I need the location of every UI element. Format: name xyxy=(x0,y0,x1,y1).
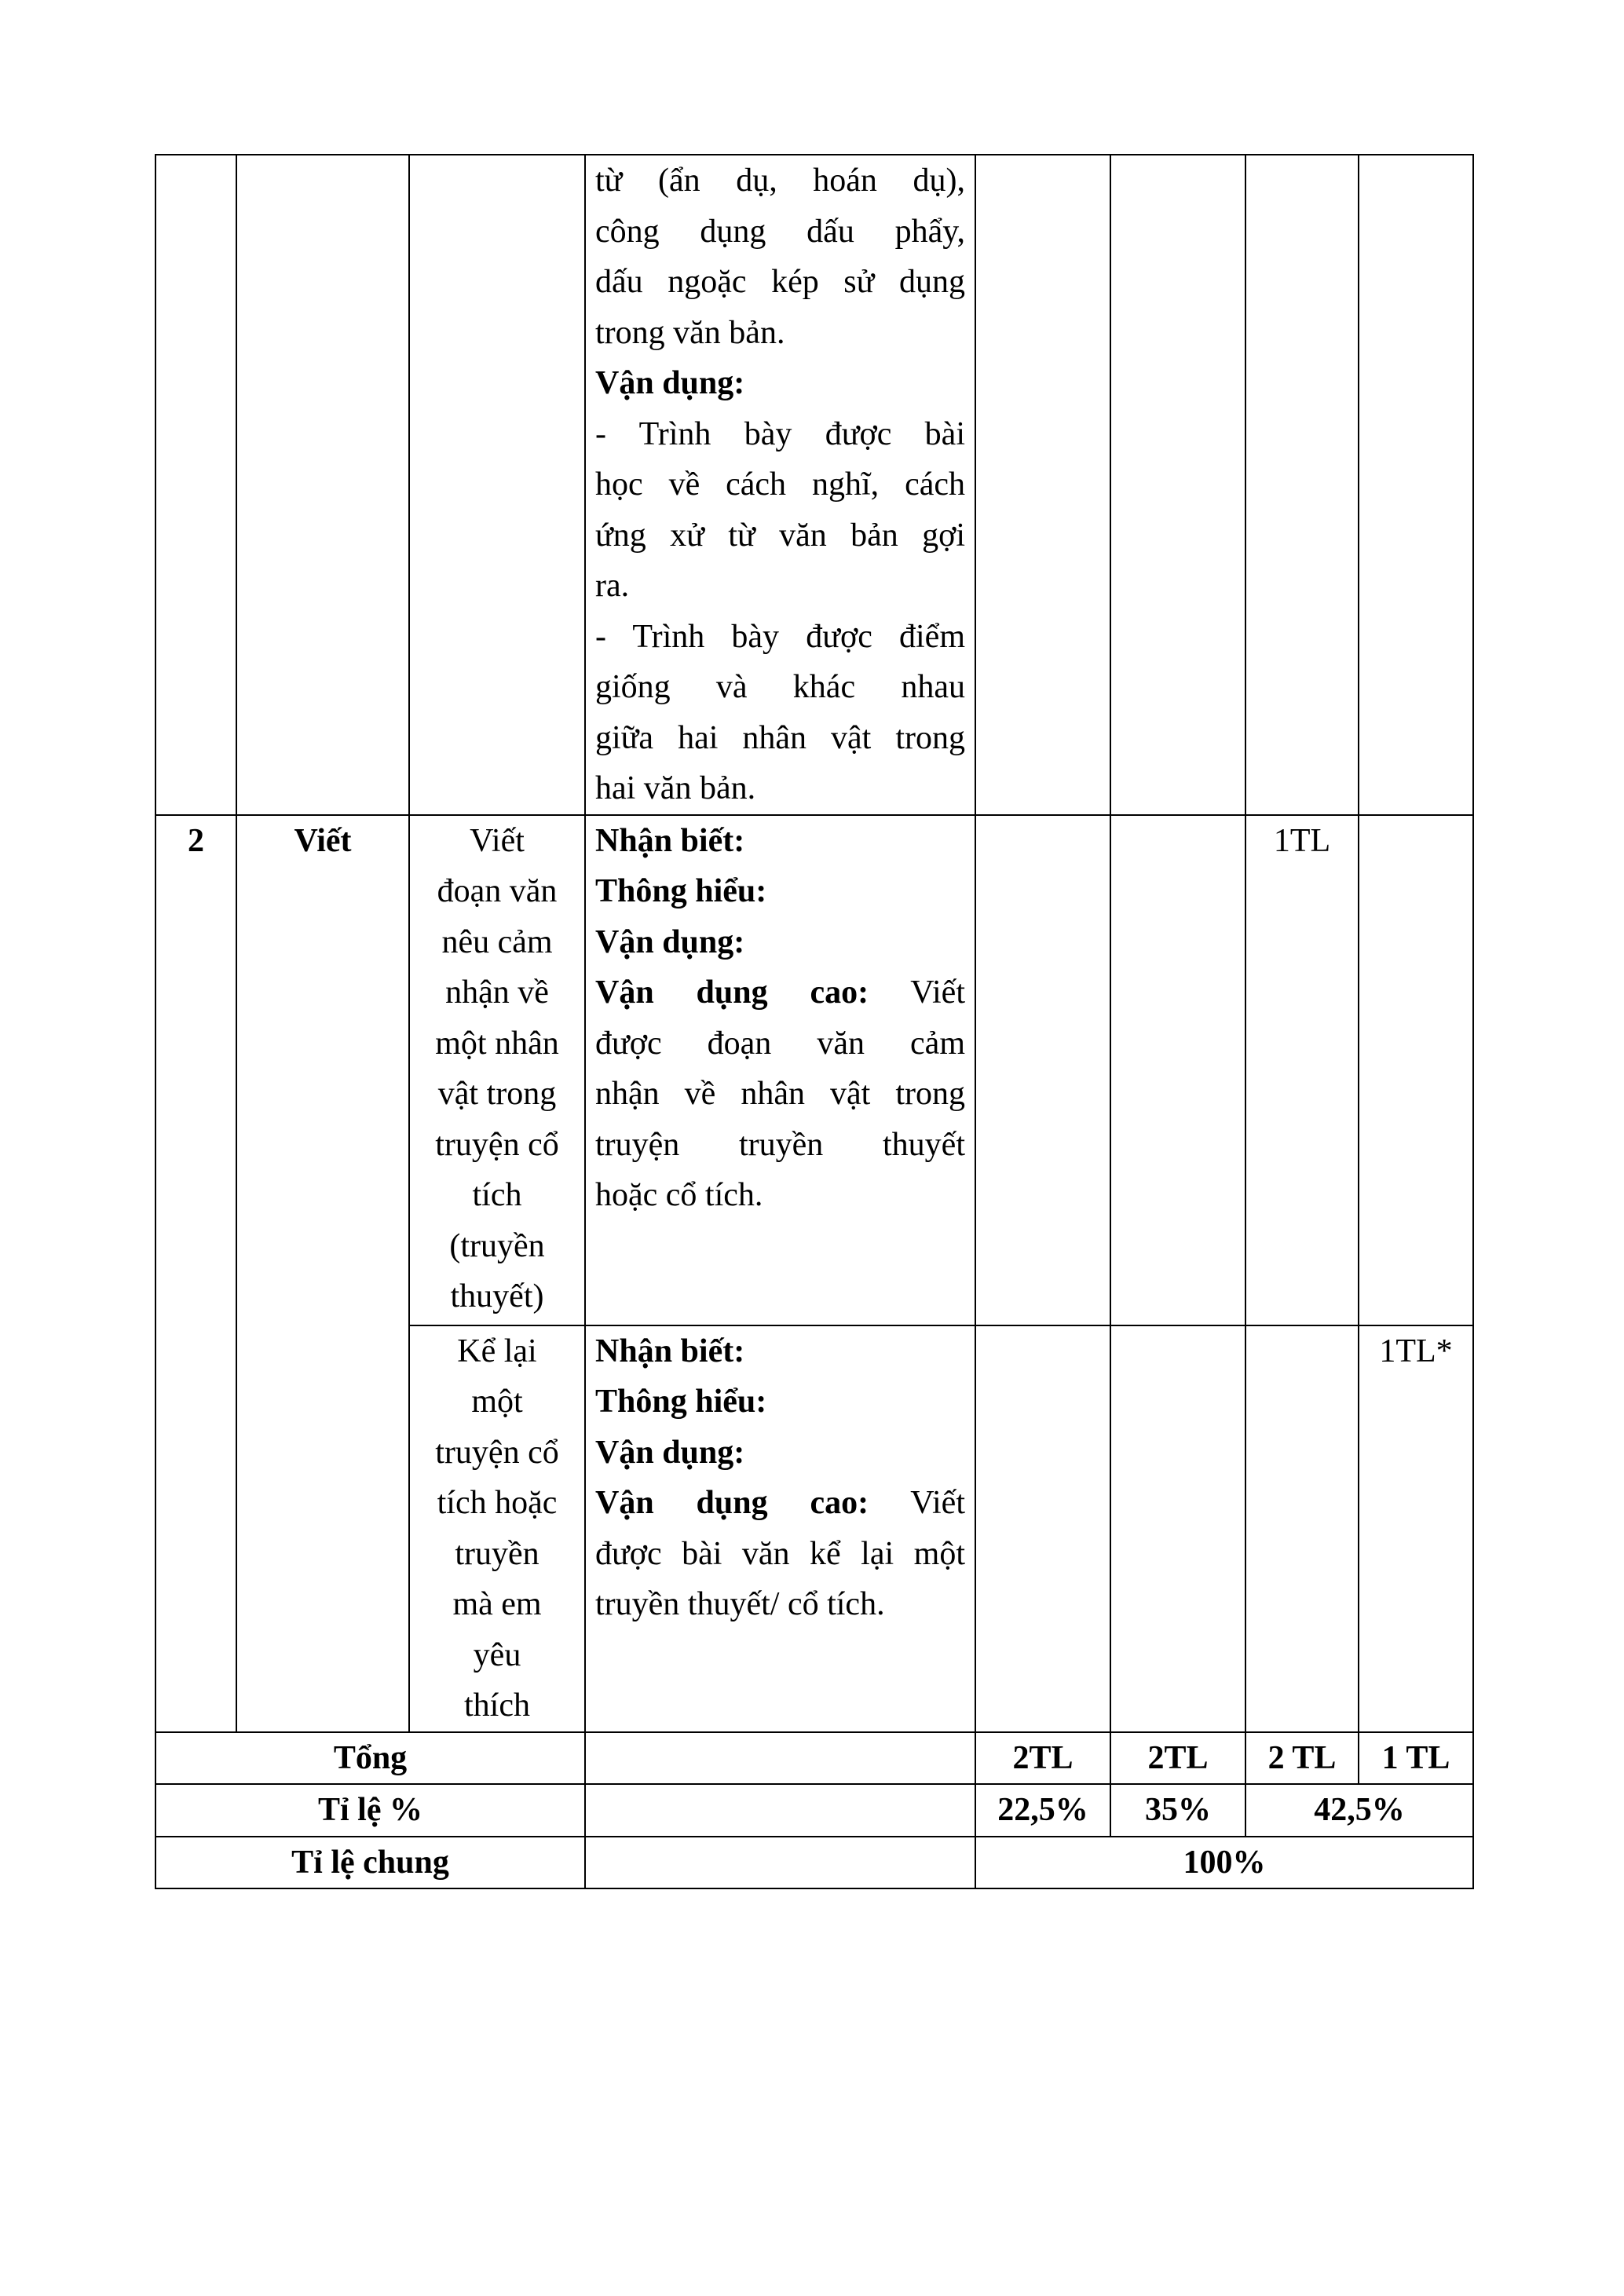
stt-cell xyxy=(155,155,236,815)
text-line: Viết xyxy=(869,1485,965,1521)
count-cell xyxy=(1110,1325,1245,1732)
text-line: công dụng dấu phẩy, xyxy=(595,213,965,250)
text-line: truyện truyền thuyết xyxy=(595,1126,965,1163)
text-line: học về cách nghĩ, cách xyxy=(595,466,965,503)
text-line: mà em xyxy=(452,1586,542,1622)
text-line: được bài văn kể lại một xyxy=(595,1535,965,1572)
level-heading: Vận dụng: xyxy=(595,365,745,401)
text-line: truyện cổ xyxy=(435,1434,559,1471)
count-cell xyxy=(1110,155,1245,815)
total-value: 1 TL xyxy=(1359,1732,1473,1785)
ratio-value: 22,5% xyxy=(975,1784,1110,1837)
description-cell xyxy=(585,815,975,1325)
level-heading: Nhận biết: xyxy=(595,822,745,859)
level-heading: Vận dụng: xyxy=(595,923,745,960)
text-line: nêu cảm xyxy=(441,923,553,960)
unit-cell xyxy=(409,815,585,1325)
level-heading: Thông hiểu: xyxy=(595,1384,767,1420)
table-row xyxy=(155,155,1473,815)
text-line: nhận về xyxy=(445,974,549,1011)
text-line: đoạn văn xyxy=(437,873,558,909)
text-line: từ (ẩn dụ, hoán dụ), xyxy=(595,163,965,199)
total-label: Tổng xyxy=(155,1732,585,1785)
count-cell xyxy=(975,815,1110,1325)
ratio-value: 35% xyxy=(1110,1784,1245,1837)
unit-cell xyxy=(409,155,585,815)
empty-cell xyxy=(585,1837,975,1889)
text-line: vật trong xyxy=(437,1076,557,1112)
level-heading: Vận dụng cao: xyxy=(595,974,869,1011)
text-line: tích xyxy=(472,1177,522,1213)
text-line: truyền thuyết/ cổ tích. xyxy=(595,1586,885,1622)
text-line: giữa hai nhân vật trong xyxy=(595,719,965,756)
count-cell xyxy=(1245,1325,1359,1732)
text-line: truyền xyxy=(455,1535,540,1572)
text-line: Viết xyxy=(869,974,965,1011)
count-cell xyxy=(1359,815,1473,1325)
overall-ratio-value: 100% xyxy=(975,1837,1473,1889)
text-line: hoặc cổ tích. xyxy=(595,1177,763,1213)
count-cell xyxy=(1110,815,1245,1325)
description-cell xyxy=(585,155,975,815)
count-cell xyxy=(1245,155,1359,815)
text-line: được đoạn văn cảm xyxy=(595,1025,965,1062)
text-line: trong văn bản. xyxy=(595,314,785,351)
ratio-value: 42,5% xyxy=(1245,1784,1473,1837)
empty-cell xyxy=(585,1784,975,1837)
text-line: một xyxy=(471,1384,523,1420)
total-row xyxy=(155,1732,1473,1785)
text-line: Viết xyxy=(470,822,525,859)
text-line: nhận về nhân vật trong xyxy=(595,1076,965,1112)
text-line: thích xyxy=(464,1687,530,1724)
total-value: 2TL xyxy=(1110,1732,1245,1785)
stt-cell: 2 xyxy=(155,815,236,1732)
description-cell xyxy=(585,1325,975,1732)
level-heading: Thông hiểu: xyxy=(595,873,767,909)
count-cell xyxy=(975,1325,1110,1732)
total-value: 2TL xyxy=(975,1732,1110,1785)
specification-table xyxy=(155,154,1474,1889)
unit-cell xyxy=(409,1325,585,1732)
text-line: tích hoặc xyxy=(437,1485,558,1521)
text-line: Kể lại xyxy=(457,1333,537,1369)
text-line: truyện cổ xyxy=(435,1126,559,1163)
text-line: - Trình bày được bài xyxy=(595,415,965,452)
level-heading: Vận dụng: xyxy=(595,1434,745,1471)
text-line: dấu ngoặc kép sử dụng xyxy=(595,264,965,300)
table-row xyxy=(155,815,1473,1325)
text-line: - Trình bày được điểm xyxy=(595,618,965,655)
text-line: ứng xử từ văn bản gợi xyxy=(595,517,965,554)
overall-ratio-label: Tỉ lệ chung xyxy=(155,1837,585,1889)
level-heading: Nhận biết: xyxy=(595,1333,745,1369)
skill-cell xyxy=(236,155,409,815)
text-line: ra. xyxy=(595,568,630,604)
level-heading: Vận dụng cao: xyxy=(595,1485,869,1521)
overall-ratio-row xyxy=(155,1837,1473,1889)
skill-cell: Viết xyxy=(236,815,409,1732)
count-cell: 1TL xyxy=(1245,815,1359,1325)
count-cell xyxy=(975,155,1110,815)
text-line: hai văn bản. xyxy=(595,770,756,806)
total-value: 2 TL xyxy=(1245,1732,1359,1785)
empty-cell xyxy=(585,1732,975,1785)
text-line: thuyết) xyxy=(450,1278,544,1314)
ratio-label: Tỉ lệ % xyxy=(155,1784,585,1837)
count-cell: 1TL* xyxy=(1359,1325,1473,1732)
text-line: một nhân xyxy=(435,1025,559,1062)
text-line: yêu xyxy=(473,1636,521,1673)
count-cell xyxy=(1359,155,1473,815)
ratio-row xyxy=(155,1784,1473,1837)
text-line: giống và khác nhau xyxy=(595,669,965,705)
text-line: (truyền xyxy=(449,1227,545,1264)
